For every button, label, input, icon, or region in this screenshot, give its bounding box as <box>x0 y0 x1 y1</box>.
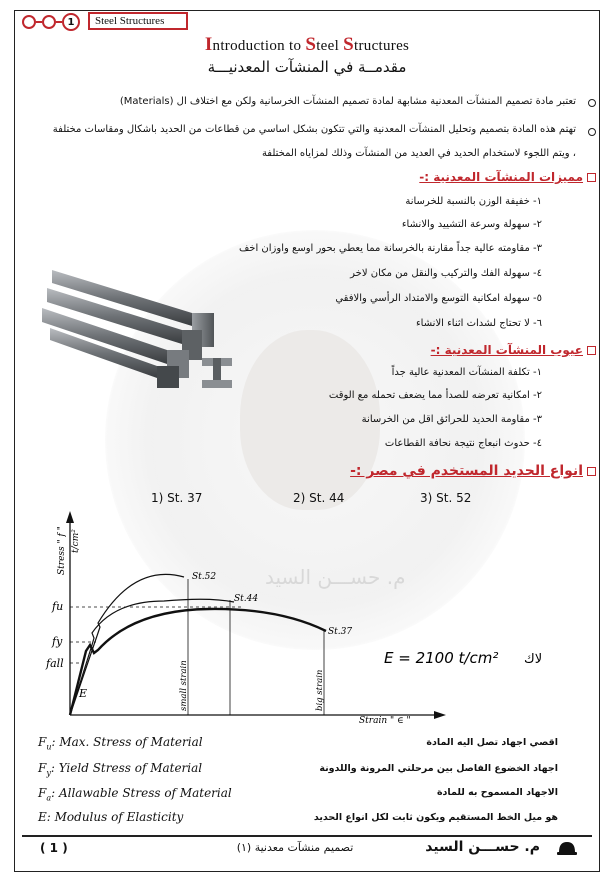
list-item: ٥- سهولة امكانية التوسع والامتداد الرأسي والافقي <box>335 293 542 304</box>
dot-icon <box>42 15 56 29</box>
modulus-formula: E = 2100 t/cm² <box>384 649 499 667</box>
label-E: E <box>79 687 88 700</box>
y-axis-arrow <box>66 511 74 523</box>
y-axis-label: Stress " f " <box>57 526 67 575</box>
label-st37: St.37 <box>328 627 353 637</box>
list-item: ٤- حدوث انبعاج نتيجة نحافة القطاعات <box>384 438 542 449</box>
steel-sections-image <box>42 258 242 398</box>
page-title-en: Introduction to Steel Structures <box>204 34 410 55</box>
label-st44: St.44 <box>234 594 259 604</box>
list-item: ١- خفيفة الوزن بالنسبة للخرسانة <box>405 196 542 207</box>
definition-e: E: Modulus of Elasticity <box>38 810 184 824</box>
steel-type-item: 3) St. 52 <box>420 491 472 505</box>
header-label: Steel Structures <box>88 12 188 30</box>
definition-fy: $F_y$: Yield Stress of Material <box>38 761 203 778</box>
label-st52: St.52 <box>192 572 217 582</box>
steel-types-title: انواع الحديد المستخدم في مصر :- <box>350 463 596 479</box>
checkbox-icon <box>587 467 596 476</box>
intro-paragraph: ، ويتم اللجوء لاستخدام الحديد في العديد من المنشآت وذلك لمزاياه المختلفة <box>261 148 576 159</box>
list-item: ٣- مقاومة الحديد للحرائق اقل من الخرسانة <box>361 414 542 425</box>
y-axis-unit: t/cm² <box>71 529 81 553</box>
label-fu: fu <box>52 600 64 613</box>
intro-paragraph: تعتبر مادة تصميم المنشآت المعدنية مشابهة لمادة تصميم المنشآت الخرسانية ولكن مع اختلاف ال (Materials) <box>119 96 576 107</box>
footer-divider <box>22 835 592 837</box>
page-title-ar: مقدمــة في المنشآت المعدنيـــة <box>207 58 407 76</box>
dot-icon <box>22 15 36 29</box>
checkbox-icon <box>587 346 596 355</box>
x-axis-arrow <box>434 711 446 719</box>
label-fy: fy <box>52 635 63 648</box>
list-item: ٦- لا تحتاج لشدات اثناء الانشاء <box>415 318 542 329</box>
bullet-icon <box>588 128 596 136</box>
formula-note: لاك <box>524 652 543 667</box>
list-item: ٢- سهولة وسرعة التشييد والانشاء <box>401 219 542 230</box>
course-name: تصميم منشآت معدنية (١) <box>236 841 354 854</box>
list-item: ٤- سهولة الفك والتركيب والنقل من مكان لاخر <box>350 268 542 279</box>
definition-fa-ar: الاجهاد المسموح به للمادة <box>436 787 558 798</box>
list-item: ٣- مقاومته عالية جداً مقارنة بالخرسانة مما يعطي بحور اوسع واوزان اخف <box>238 243 542 254</box>
steel-type-item: 1) St. 37 <box>151 491 203 505</box>
author-name: م. حســـن السيد <box>425 839 540 855</box>
steel-type-item: 2) St. 44 <box>293 491 345 505</box>
label-small-strain: small strain <box>179 660 189 711</box>
label-big-strain: big strain <box>315 669 325 711</box>
header-dots <box>22 13 80 31</box>
curve-st52 <box>70 574 184 715</box>
definition-fa: $F_a$: Allawable Stress of Material <box>38 786 232 803</box>
label-fall: fall <box>46 657 64 670</box>
list-item: ٢- امكانية تعرضه للصدأ مما يضعف تحمله مع الوقت <box>328 390 542 401</box>
chapter-number: 1 <box>62 13 80 31</box>
x-axis-label: Strain " ∈ " <box>359 716 411 726</box>
definition-fy-ar: اجهاد الخضوع الفاصل بين مرحلتي المرونة واللدونة <box>319 763 558 774</box>
disadvantages-title: عيوب المنشآت المعدنية :- <box>431 343 596 357</box>
definition-fu: $F_u$: Max. Stress of Material <box>38 735 203 752</box>
definition-fu-ar: اقصي اجهاد تصل اليه المادة <box>426 737 558 748</box>
page-number: ( 1 ) <box>40 841 68 855</box>
intro-paragraph: تهتم هذه المادة بتصميم وتحليل المنشآت المعدنية والتي تتكون بشكل اساسي من قطاعات من الحديد باشكال ومقاسات مختلفة <box>52 124 576 135</box>
definition-e-ar: هو ميل الخط المستقيم ويكون ثابت لكل انواع الحديد <box>313 812 558 823</box>
advantages-title: مميزات المنشآت المعدنية :- <box>419 170 596 184</box>
watermark-name: م. حســـن السيد <box>265 565 406 589</box>
helmet-icon <box>556 839 578 857</box>
curve-st37 <box>70 609 326 715</box>
list-item: ١- تكلفة المنشآت المعدنية عالية جداً <box>391 367 542 378</box>
stress-strain-chart <box>34 505 574 730</box>
checkbox-icon <box>587 173 596 182</box>
bullet-icon <box>588 99 596 107</box>
